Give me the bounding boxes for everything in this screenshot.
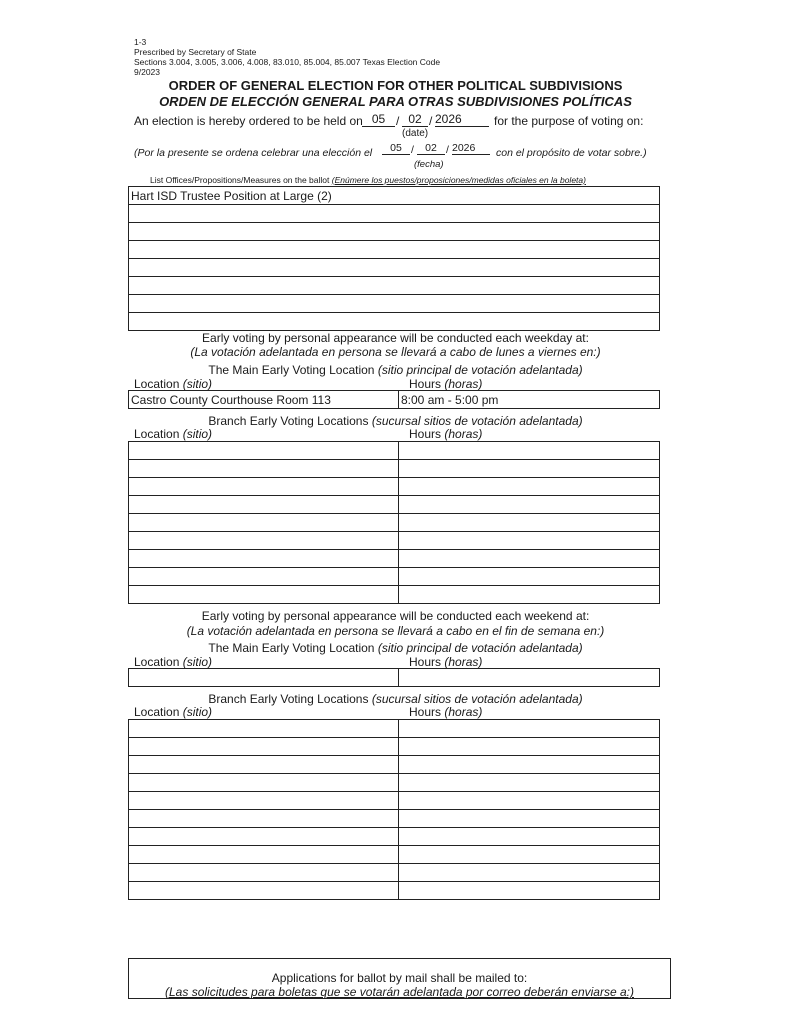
weekend-main-location-cell[interactable] (129, 669, 399, 687)
office-entry-field[interactable] (129, 241, 660, 259)
weekend-branch-hours-cell[interactable] (399, 864, 660, 882)
table-row (129, 756, 660, 774)
mail-ballot-text: Applications for ballot by mail shall be mailed to: (271, 971, 528, 985)
weekday-branch-location-cell[interactable] (129, 442, 399, 460)
weekday-branch-location-cell[interactable] (129, 514, 399, 532)
table-row (129, 774, 660, 792)
weekend-branch-label: Branch Early Voting Locations (sucursal sitios de votación adelantada) (208, 692, 583, 706)
weekend-location-label: Location (sitio) (134, 655, 213, 669)
weekday-heading: Early voting by personal appearance will be conducted each weekday at: (202, 331, 589, 345)
offices-label: List Offices/Propositions/Measures on the ballot (Enúmere los puestos/proposiciones/medidas oficiales en la boleta) (150, 175, 586, 185)
weekday-branch-table (128, 441, 660, 604)
office-entry-field[interactable] (129, 223, 660, 241)
date-day-field[interactable]: 02 (402, 112, 428, 127)
table-row (129, 223, 660, 241)
table-row (129, 846, 660, 864)
weekday-branch-location-cell[interactable] (129, 568, 399, 586)
date-label: (date) (402, 128, 429, 139)
form-revision: 9/2023 (134, 67, 160, 77)
office-entry-field[interactable] (129, 205, 660, 223)
office-entry-field[interactable] (129, 277, 660, 295)
office-entry-field[interactable]: Hart ISD Trustee Position at Large (2) (129, 187, 660, 205)
table-row (129, 532, 660, 550)
table-row (129, 792, 660, 810)
weekend-branch-location-cell[interactable] (129, 828, 399, 846)
weekend-heading-es: (La votación adelantada en persona se llevará a cabo en el fin de semana en:) (186, 624, 605, 638)
weekend-branch-hours-cell[interactable] (399, 720, 660, 738)
weekend-branch-hours-cell[interactable] (399, 882, 660, 900)
weekend-branch-hours-cell[interactable] (399, 792, 660, 810)
fecha-label: (fecha) (414, 159, 444, 170)
weekend-branch-location-label: Location (sitio) (134, 705, 213, 719)
title-english: ORDER OF GENERAL ELECTION FOR OTHER POLITICAL SUBDIVISIONS (168, 78, 623, 93)
weekday-branch-location-cell[interactable] (129, 532, 399, 550)
weekday-main-location-cell[interactable]: Castro County Courthouse Room 113 (129, 391, 399, 409)
table-row (129, 514, 660, 532)
weekend-branch-hours-cell[interactable] (399, 828, 660, 846)
fecha-year-field[interactable]: 2026 (452, 142, 490, 155)
weekday-branch-location-cell[interactable] (129, 460, 399, 478)
weekday-main-label: The Main Early Voting Location (sitio principal de votación adelantada) (208, 363, 583, 377)
table-row (129, 586, 660, 604)
table-row (129, 205, 660, 223)
weekend-branch-location-cell[interactable] (129, 792, 399, 810)
table-row (129, 828, 660, 846)
date-slash: / (396, 114, 400, 128)
table-row (129, 810, 660, 828)
weekend-branch-hours-cell[interactable] (399, 738, 660, 756)
weekday-main-table (128, 390, 660, 409)
mail-ballot-text-es: (Las solicitudes para boletas que se votarán adelantada por correo deberán enviarse a:) (165, 985, 634, 999)
weekday-branch-location-cell[interactable] (129, 550, 399, 568)
office-entry-field[interactable] (129, 259, 660, 277)
mail-ballot-box (128, 958, 671, 999)
weekend-branch-location-cell[interactable] (129, 882, 399, 900)
table-row (129, 568, 660, 586)
weekend-branch-hours-cell[interactable] (399, 810, 660, 828)
table-row (129, 277, 660, 295)
table-row (129, 241, 660, 259)
weekend-branch-hours-label: Hours (horas) (409, 705, 483, 719)
weekend-branch-location-cell[interactable] (129, 810, 399, 828)
fecha-day-field[interactable]: 02 (417, 142, 445, 155)
table-row (129, 478, 660, 496)
table-row (129, 550, 660, 568)
table-row (129, 259, 660, 277)
weekend-main-hours-cell[interactable] (399, 669, 660, 687)
weekday-hours-label: Hours (horas) (409, 377, 483, 391)
weekend-branch-table (128, 719, 660, 900)
code-sections: Sections 3.004, 3.005, 3.006, 4.008, 83.010, 85.004, 85.007 Texas Election Code (134, 57, 441, 67)
order-prefix: An election is hereby ordered to be held on (134, 114, 363, 128)
weekday-branch-location-cell[interactable] (129, 478, 399, 496)
office-entry-field[interactable] (129, 313, 660, 331)
fecha-month-field[interactable]: 05 (382, 142, 410, 155)
weekend-hours-label: Hours (horas) (409, 655, 483, 669)
weekday-branch-hours-cell[interactable] (399, 514, 660, 532)
weekday-main-hours-cell[interactable]: 8:00 am - 5:00 pm (399, 391, 660, 409)
table-row (129, 391, 660, 409)
prescribed-by: Prescribed by Secretary of State (134, 47, 257, 57)
weekend-main-table (128, 668, 660, 687)
weekday-branch-hours-cell[interactable] (399, 532, 660, 550)
weekend-heading: Early voting by personal appearance will be conducted each weekend at: (201, 609, 590, 623)
weekend-branch-location-cell[interactable] (129, 720, 399, 738)
weekday-branch-location-label: Location (sitio) (134, 427, 213, 441)
weekday-branch-hours-cell[interactable] (399, 568, 660, 586)
weekday-branch-hours-cell[interactable] (399, 442, 660, 460)
title-spanish: ORDEN DE ELECCIÓN GENERAL PARA OTRAS SUBDIVISIONES POLÍTICAS (159, 94, 632, 109)
table-row (129, 460, 660, 478)
order-suffix-es: con el propósito de votar sobre.) (496, 147, 647, 159)
weekend-branch-location-cell[interactable] (129, 864, 399, 882)
table-row (129, 864, 660, 882)
weekday-branch-label: Branch Early Voting Locations (sucursal sitios de votación adelantada) (208, 414, 583, 428)
offices-table (128, 186, 660, 331)
weekday-branch-hours-cell[interactable] (399, 496, 660, 514)
order-prefix-es: (Por la presente se ordena celebrar una elección el (134, 147, 373, 159)
weekend-branch-hours-cell[interactable] (399, 756, 660, 774)
date-month-field[interactable]: 05 (362, 112, 395, 127)
date-year-field[interactable]: 2026 (435, 112, 489, 127)
table-row (129, 720, 660, 738)
weekday-branch-hours-cell[interactable] (399, 460, 660, 478)
office-entry-field[interactable] (129, 295, 660, 313)
fecha-slash: / (411, 144, 414, 156)
weekend-branch-hours-cell[interactable] (399, 774, 660, 792)
table-row (129, 442, 660, 460)
weekend-branch-location-cell[interactable] (129, 774, 399, 792)
form-header (134, 37, 440, 77)
weekday-heading-es: (La votación adelantada en persona se llevará a cabo de lunes a viernes en:) (190, 345, 601, 359)
weekend-branch-location-cell[interactable] (129, 738, 399, 756)
weekend-branch-location-cell[interactable] (129, 756, 399, 774)
weekday-branch-location-cell[interactable] (129, 496, 399, 514)
table-row (129, 295, 660, 313)
table-row (129, 882, 660, 900)
weekend-main-label: The Main Early Voting Location (sitio principal de votación adelantada) (208, 641, 583, 655)
table-row (129, 669, 660, 687)
form-number: 1-3 (134, 37, 147, 47)
weekend-branch-hours-cell[interactable] (399, 846, 660, 864)
fecha-slash: / (446, 144, 449, 156)
table-row (129, 187, 660, 205)
date-slash: / (429, 114, 433, 128)
weekday-location-label: Location (sitio) (134, 377, 213, 391)
weekday-branch-location-cell[interactable] (129, 586, 399, 604)
table-row (129, 313, 660, 331)
weekend-branch-location-cell[interactable] (129, 846, 399, 864)
table-row (129, 738, 660, 756)
table-row (129, 496, 660, 514)
order-suffix: for the purpose of voting on: (494, 114, 644, 128)
weekday-branch-hours-cell[interactable] (399, 586, 660, 604)
weekday-branch-hours-cell[interactable] (399, 550, 660, 568)
weekday-branch-hours-cell[interactable] (399, 478, 660, 496)
weekday-branch-hours-label: Hours (horas) (409, 427, 483, 441)
